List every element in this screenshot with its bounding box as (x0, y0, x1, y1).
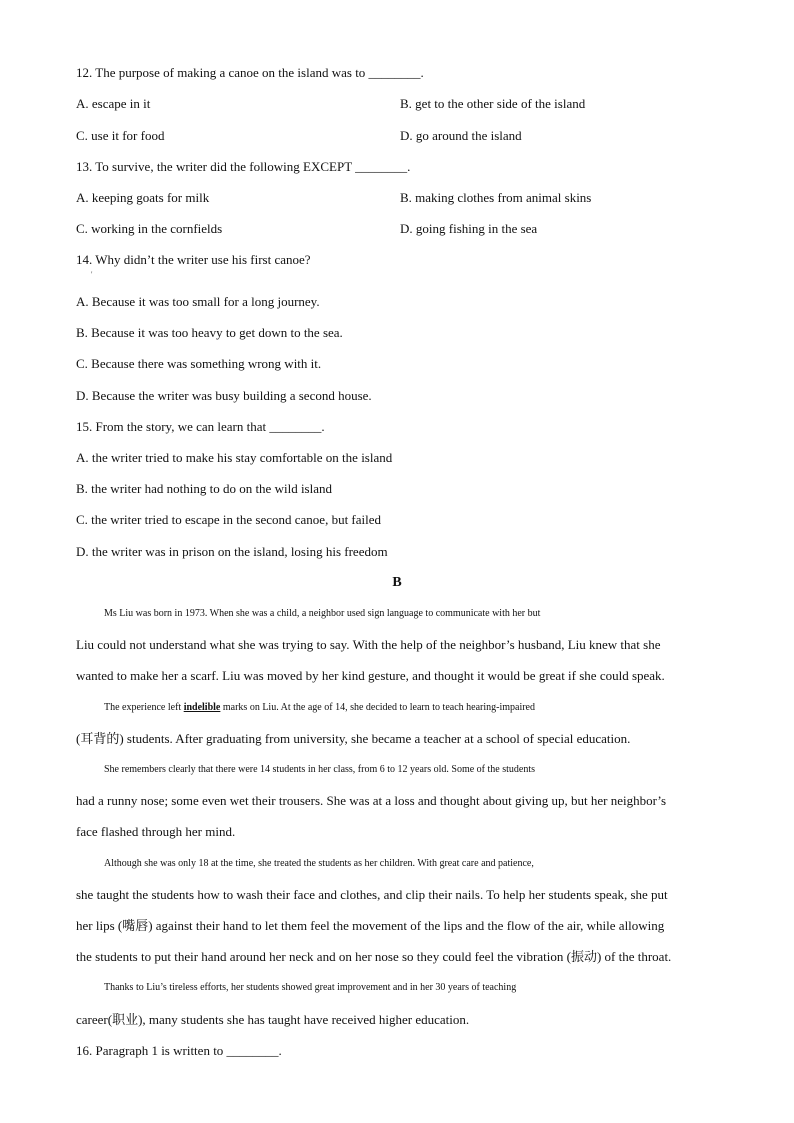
question-12-option-b: B. get to the other side of the island (400, 96, 586, 111)
passage-p3-line3: face flashed through her mind. (76, 824, 236, 839)
passage-p4-line4: the students to put their hand around her neck and on her nose so they could feel the vibration (振动) of the throat. (76, 949, 672, 964)
question-13-option-a: A. keeping goats for milk (76, 190, 210, 205)
question-13-option-b: B. making clothes from animal skins (400, 190, 592, 205)
question-14-option-d: D. Because the writer was busy building a second house. (76, 388, 372, 403)
passage-p4-line2: she taught the students how to wash their face and clothes, and clip their nails. To help her students speak, she put (76, 887, 668, 902)
passage-p5-line2: career(职业), many students she has taught have received higher education. (76, 1012, 470, 1027)
question-14-option-c: C. Because there was something wrong with it. (76, 356, 322, 371)
passage-p4-line3: her lips (嘴唇) against their hand to let them feel the movement of the lips and the flow of the air, while allowing (76, 918, 665, 933)
question-13-option-d: D. going fishing in the sea (400, 221, 538, 236)
question-12-option-d: D. go around the island (400, 128, 522, 143)
question-16-stem: 16. Paragraph 1 is written to ________. (76, 1043, 282, 1058)
question-13-option-c: C. working in the cornfields (76, 221, 223, 236)
passage-p5-line1: Thanks to Liu’s tireless efforts, her students showed great improvement and in her 30 years of teaching (104, 982, 517, 993)
passage-p2-line1-post: marks on Liu. At the age of 14, she decided to learn to teach hearing-impaired (220, 702, 535, 713)
question-12-option-a: A. escape in it (76, 96, 151, 111)
highlighted-word-indelible: indelible (183, 702, 221, 713)
question-14-option-a: A. Because it was too small for a long journey. (76, 294, 320, 309)
passage-p4-line1: Although she was only 18 at the time, she treated the students as her children. With great care and patience, (104, 858, 534, 869)
passage-p2-line1 (76, 700, 746, 716)
question-12-stem: 12. The purpose of making a canoe on the island was to ________. (76, 65, 424, 80)
passage-p2-line1-pre: The experience left (104, 702, 184, 713)
question-15-option-b: B. the writer had nothing to do on the wild island (76, 481, 332, 496)
passage-p3-line1: She remembers clearly that there were 14 students in her class, from 6 to 12 years old. Some of the students (104, 764, 535, 775)
passage-p1-line1: Ms Liu was born in 1973. When she was a child, a neighbor used sign language to communicate with her but (104, 608, 541, 619)
question-15-stem: 15. From the story, we can learn that ________. (76, 419, 325, 434)
question-15-option-d: D. the writer was in prison on the island, losing his freedom (76, 544, 388, 559)
question-13-stem: 13. To survive, the writer did the following EXCEPT ________. (76, 159, 411, 174)
stray-mark: ' (91, 270, 93, 279)
question-14-stem: 14. Why didn’t the writer use his first canoe? (76, 252, 311, 267)
passage-p1-line3: wanted to make her a scarf. Liu was moved by her kind gesture, and thought it would be great if she could speak. (76, 668, 665, 683)
question-12-option-c: C. use it for food (76, 128, 165, 143)
passage-p1-line2: Liu could not understand what she was trying to say. With the help of the neighbor’s husband, Liu knew that she (76, 637, 661, 652)
passage-p2-line2: (耳背的) students. After graduating from university, she became a teacher at a school of special education. (76, 731, 631, 746)
question-14-option-b: B. Because it was too heavy to get down to the sea. (76, 325, 343, 340)
question-15-option-a: A. the writer tried to make his stay comfortable on the island (76, 450, 393, 465)
section-b-heading: B (392, 575, 402, 590)
question-15-option-c: C. the writer tried to escape in the second canoe, but failed (76, 512, 382, 527)
passage-p3-line2: had a runny nose; some even wet their trousers. She was at a loss and thought about giving up, but her neighbor’s (76, 793, 667, 808)
